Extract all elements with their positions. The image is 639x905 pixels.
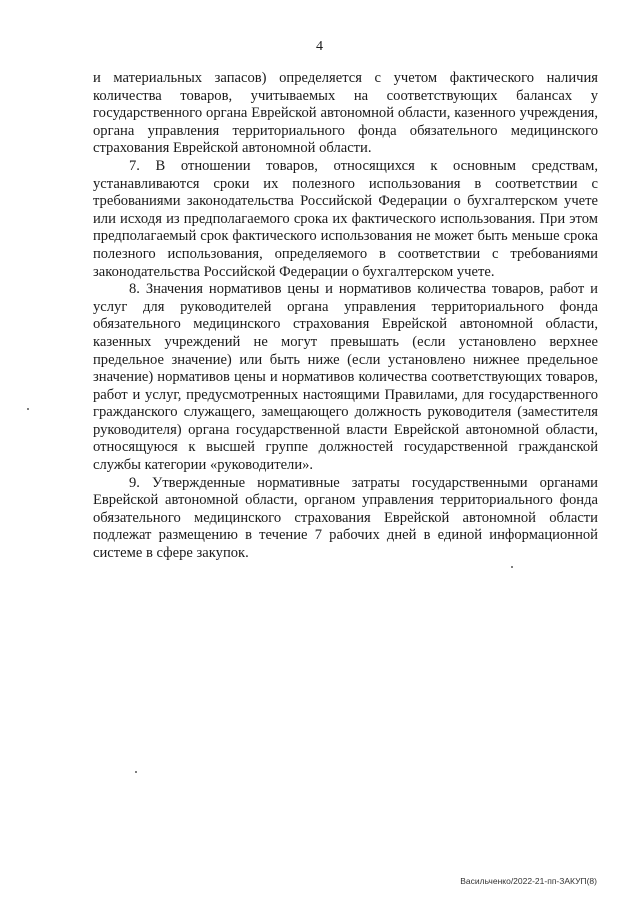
document-code: Васильченко/2022-21-пп-ЗАКУП(8) (460, 876, 597, 886)
document-body (93, 70, 598, 563)
scan-speck (27, 408, 29, 410)
paragraph-continuation: и материальных запасов) определяется с учетом фактического наличия количества товаров, учитываемых на соответствующих балансах у государственного органа Еврейской автономной области, казенного учреждения, органа управления территориального фонда обязательного медицинского страхования Еврейской автономной области. (93, 70, 598, 157)
paragraph-item-8: 8. Значения нормативов цены и нормативов количества товаров, работ и услуг для руководителей органа управления территориального фонда обязательного медицинского страхования Еврейской автономной области, казенных учреждений не могут превышать (если установлено верхнее предельное значение) или быть ниже (если установлено нижнее предельное значение) нормативов цены и нормативов количества соответствующих товаров, работ и услуг, предусмотренных настоящими Правилами, для государственного гражданского служащего, замещающего должность руководителя (заместителя руководителя) органа государственной власти Еврейской автономной области, относящуюся к высшей группе должностей государственной гражданской службы категории «руководители». (93, 281, 598, 474)
scan-speck (135, 771, 137, 773)
paragraph-item-7: 7. В отношении товаров, относящихся к основным средствам, устанавливаются сроки их полезного использования в соответствии с требованиями законодательства Российской Федерации о бухгалтерском учете или исходя из предполагаемого срока их фактического использования. При этом предполагаемый срок фактического использования не может быть меньше срока полезного использования, определяемого в соответствии с требованиями законодательства Российской Федерации о бухгалтерском учете. (93, 157, 598, 280)
scan-speck (511, 566, 513, 568)
page-number: 4 (316, 39, 323, 54)
paragraph-item-9: 9. Утвержденные нормативные затраты государственными органами Еврейской автономной области, органом управления территориального фонда обязательного медицинского страхования Еврейской автономной области подлежат размещению в течение 7 рабочих дней в единой информационной системе в сфере закупок. (93, 474, 598, 562)
